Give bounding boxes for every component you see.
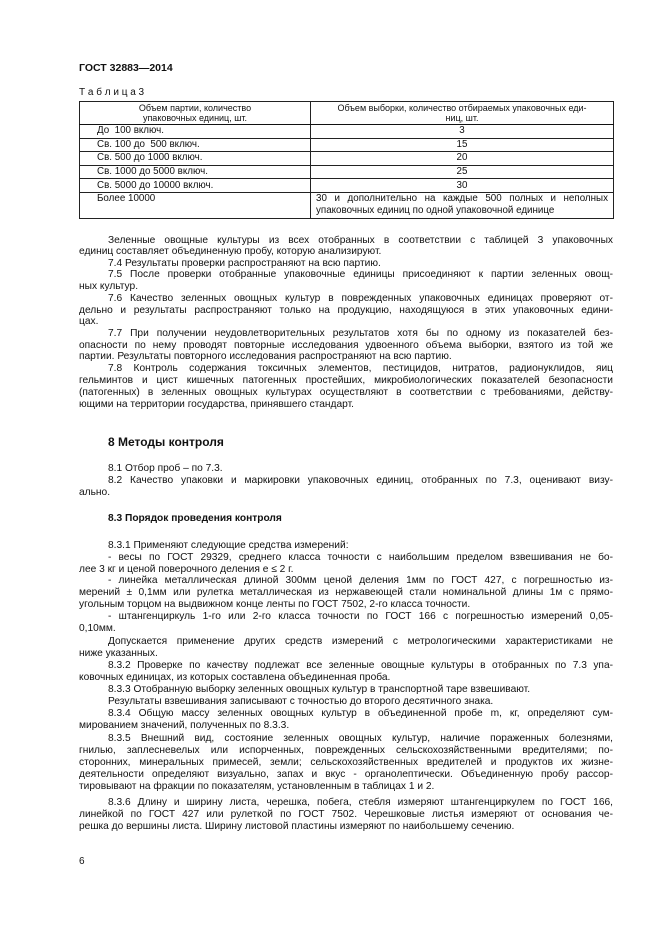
- table-row: [80, 138, 614, 152]
- paragraph-line: 8.3.1 Применяют следующие средства измерений:: [108, 540, 349, 551]
- header-line: Объем партии, количество: [138, 103, 252, 113]
- paragraph-line: единиц составляет объединенную пробу, которую анализируют.: [79, 246, 382, 257]
- sample-size-cell: 3: [311, 125, 614, 139]
- table-header-row: [80, 102, 614, 125]
- paragraph-line: сторонних, минеральных примесей, земли; сельскохозяйственных вредителей и продуктов их жизне-: [79, 757, 613, 768]
- paragraph-line: лее 3 кг и ценой поверочного деления е ≤ 2 г.: [79, 564, 294, 575]
- paragraph-line: 8.3.2 Проверке по качеству подлежат все зеленные овощные культуры в отобранных по 7.3 упа-: [108, 660, 613, 671]
- paragraph-line: - штангенциркуль 1-го или 2-го класса точности по ГОСТ 166 с погрешностью измерений 0,05-: [108, 611, 613, 622]
- lot-size-cell: Св. 100 до 500 включ.: [80, 138, 311, 152]
- subsection-heading: 8.3 Порядок проведения контроля: [108, 513, 282, 524]
- paragraph-line: ально.: [79, 487, 111, 498]
- lot-size-cell: До 100 включ.: [80, 125, 311, 139]
- paragraph-line: гнилью, заплесневелых или испорченных, поврежденных сельскохозяйственными вредителями; по-: [79, 745, 613, 756]
- lot-size-cell: Более 10000: [80, 192, 311, 218]
- document-designation: ГОСТ 32883—2014: [79, 62, 173, 74]
- table-row: [80, 165, 614, 179]
- paragraph-line: угольным торцом на выдвижном конце ленты по ГОСТ 7502, 2-го класса точности.: [79, 599, 471, 610]
- paragraph-line: мерений ± 0,1мм или рулетка металлическая из нержавеющей стали номинальной длины 1м с прямо-: [79, 587, 613, 598]
- table-row: [80, 179, 614, 193]
- paragraph-line: 0,10мм.: [79, 623, 116, 634]
- paragraph-line: опасности по нему проводят повторные исследования удвоенного объема выборки, взятого из той же: [79, 340, 613, 351]
- paragraph-line: линейкой по ГОСТ 427 или рулеткой по ГОСТ 7502. Черешковые листья измеряют от основания че-: [79, 809, 613, 820]
- header-line: упаковочных единиц, шт.: [142, 113, 248, 123]
- paragraph-line: 7.5 После проверки отобранные упаковочные единицы присоединяют к партии зеленных овощ-: [108, 269, 613, 280]
- lot-size-cell: Св. 5000 до 10000 включ.: [80, 179, 311, 193]
- paragraph-line: 8.1 Отбор проб – по 7.3.: [108, 463, 223, 474]
- table-row: [80, 125, 614, 139]
- paragraph-line: гельминтов и цист кишечных патогенных простейших, микробиологических показателей безопасности: [79, 375, 613, 386]
- paragraph-line: цах.: [79, 316, 99, 327]
- paragraph-line: 8.3.4 Общую массу зеленных овощных культур в объединенной пробе m, кг, определяют сум-: [108, 708, 613, 719]
- paragraph-line: 7.7 При получении неудовлетворительных результатов хотя бы по одному из показателей без-: [108, 328, 613, 339]
- paragraph-line: (патогенных) в зеленных овощных культурах осуществляют в соответствии с требованиями, действу-: [79, 387, 613, 398]
- sample-size-cell: [311, 192, 614, 218]
- sample-size-cell: 25: [311, 165, 614, 179]
- page-number: 6: [79, 856, 85, 867]
- paragraph-line: 8.3.6 Длину и ширину листа, черешка, побега, стебля измеряют штангенциркулем по ГОСТ 166,: [108, 797, 613, 808]
- table-header-sample-size: [311, 102, 614, 125]
- paragraph-line: 8.2 Качество упаковки и маркировки упаковочных единиц, отобранных по 7.3, оценивают визу-: [108, 475, 613, 486]
- sample-size-line: 30 и дополнительно на каждые 500 полных и неполных: [316, 192, 608, 204]
- sample-size-cell: 15: [311, 138, 614, 152]
- paragraph-line: 8.3.3 Отобранную выборку зеленных овощных культур в транспортной таре взвешивают.: [108, 684, 531, 695]
- paragraph-line: партии. Результаты повторного исследования распространяют на всю партию.: [79, 351, 452, 362]
- paragraph-line: 7.4 Результаты проверки распространяют на всю партию.: [108, 258, 381, 269]
- paragraph-line: ковочных единицах, из которых составлена объединенная проба.: [79, 672, 391, 683]
- sample-size-table: [79, 101, 614, 219]
- table-caption: Т а б л и ц а 3: [79, 87, 145, 98]
- table-row: [80, 192, 614, 218]
- paragraph-line: 7.6 Качество зеленных овощных культур в поврежденных упаковочных единицах проверяют от-: [108, 293, 613, 304]
- section-heading: 8 Методы контроля: [108, 435, 224, 449]
- paragraph-line: Допускается применение других средств измерений с метрологическими характеристиками не: [108, 636, 613, 647]
- header-line: ниц, шт.: [445, 113, 479, 123]
- sample-size-line: упаковочных единиц по одной упаковочной единице: [316, 204, 555, 216]
- paragraph-line: ющими на территории государства, принявшего стандарт.: [79, 399, 354, 410]
- paragraph-line: дельно и результаты распространяют только на продукцию, находящуюся в этих упаковочных едини-: [79, 305, 613, 316]
- lot-size-cell: Св. 500 до 1000 включ.: [80, 152, 311, 166]
- paragraph-line: - весы по ГОСТ 29329, среднего класса точности с наибольшим пределом взвешивания не бо-: [108, 552, 613, 563]
- lot-size-cell: Св. 1000 до 5000 включ.: [80, 165, 311, 179]
- table-header-lot-size: [80, 102, 311, 125]
- paragraph-line: - линейка металлическая длиной 300мм ценой деления 1мм по ГОСТ 427, с погрешностью из-: [108, 575, 613, 586]
- paragraph-line: деятельности определяют визуально, запах и вкус - органолептически. Объединенную пробу рассор-: [79, 769, 613, 780]
- paragraph-line: ных культур.: [79, 281, 139, 292]
- header-line: Объем выборки, количество отбираемых упаковочных еди-: [337, 103, 587, 113]
- sample-size-cell: 30: [311, 179, 614, 193]
- paragraph-line: 7.8 Контроль содержания токсичных элементов, пестицидов, нитратов, радионуклидов, яиц: [108, 363, 613, 374]
- paragraph-line: 8.3.5 Внешний вид, состояние зеленных овощных культур, наличие пораженных болезнями,: [108, 733, 613, 744]
- paragraph-line: Зеленные овощные культуры из всех отобранных в соответствии с таблицей 3 упаковочных: [108, 235, 613, 246]
- paragraph-line: ниже указанных.: [79, 648, 158, 659]
- sample-size-cell: 20: [311, 152, 614, 166]
- paragraph-line: Результаты взвешивания записывают с точностью до второго десятичного знака.: [108, 696, 494, 707]
- paragraph-line: решка до вершины листа. Ширину листовой пластины измеряют по наибольшему сечению.: [79, 821, 515, 832]
- table-row: [80, 152, 614, 166]
- paragraph-line: мированием значений, полученных по 8.3.3.: [79, 720, 290, 731]
- paragraph-line: тировывают на фракции по показателям, установленным в таблицах 1 и 2.: [79, 781, 435, 792]
